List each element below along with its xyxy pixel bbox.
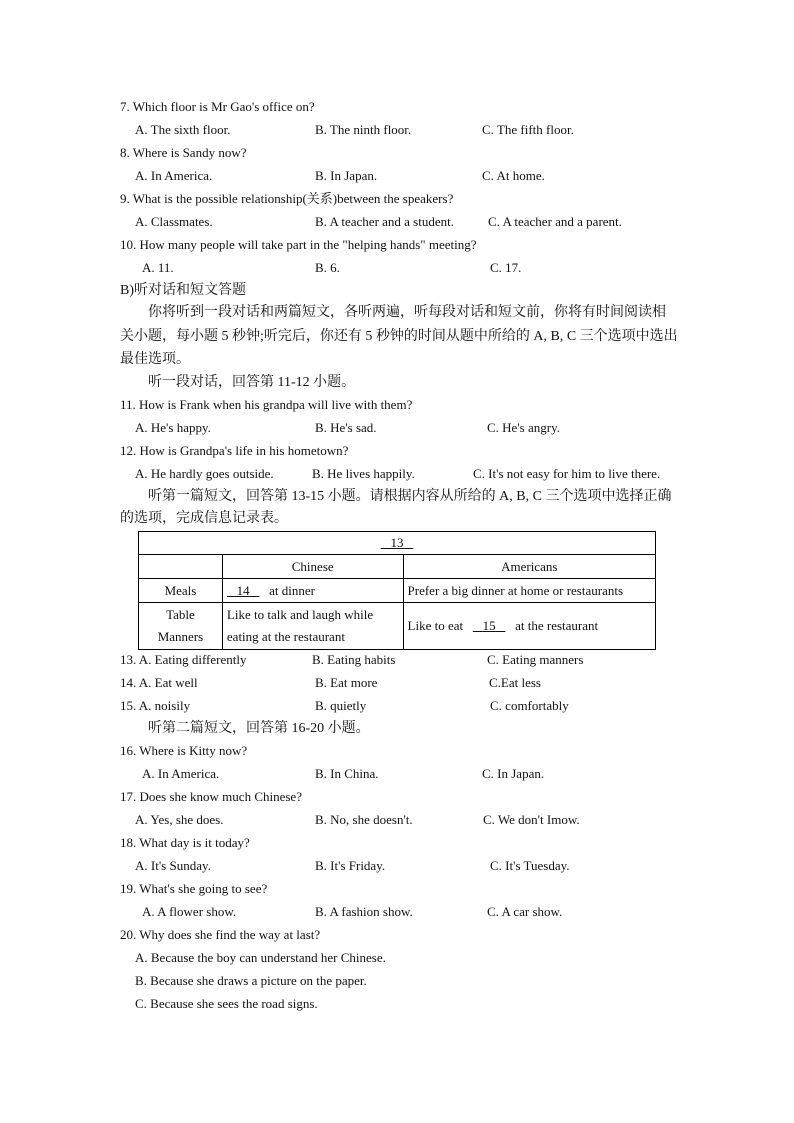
section-b-title: B)听对话和短文答题	[120, 283, 246, 298]
section-b-instructions-line1: 你将听到一段对话和两篇短文，各听两遍，听每段对话和短文前，你将有时间阅读相	[148, 305, 666, 320]
info-record-table	[138, 531, 656, 650]
q14-option-a: 14. A. Eat well	[120, 675, 198, 690]
blank-13: 13	[390, 535, 404, 550]
q9-option-c: C. A teacher and a parent.	[488, 214, 622, 229]
question-7: 7. Which floor is Mr Gao's office on?	[120, 99, 315, 114]
question-9: 9. What is the possible relationship(关系)between the speakers?	[120, 191, 454, 206]
blank-14: 14	[236, 582, 250, 598]
q8-option-c: C. At home.	[482, 168, 545, 183]
question-20: 20. Why does she find the way at last?	[120, 927, 321, 942]
q8-option-b: B. In Japan.	[315, 168, 378, 183]
q15-option-a: 15. A. noisily	[120, 698, 191, 713]
q10-option-b: B. 6.	[315, 260, 340, 275]
row-manners-label: Table Manners	[139, 603, 223, 650]
question-19: 19. What's she going to see?	[120, 881, 268, 896]
q10-option-c: C. 17.	[490, 260, 522, 275]
row-meals-label: Meals	[139, 579, 223, 603]
q9-option-b: B. A teacher and a student.	[315, 214, 454, 229]
q11-option-c: C. He's angry.	[487, 420, 560, 435]
q18-option-b: B. It's Friday.	[315, 858, 386, 873]
passage1-intro-line1: 听第一篇短文，回答第 13-15 小题。请根据内容从所给的 A, B, C 三个选项中选择正确	[148, 489, 672, 504]
q19-option-a: A. A flower show.	[142, 904, 237, 919]
q13-option-c: C. Eating manners	[487, 652, 584, 667]
q12-option-c: C. It's not easy for him to live there.	[473, 466, 661, 481]
q12-option-b: B. He lives happily.	[312, 466, 415, 481]
q20-option-c: C. Because she sees the road signs.	[135, 996, 318, 1011]
row-meals-chinese: 14 at dinner	[222, 579, 403, 603]
q8-option-a: A. In America.	[135, 168, 213, 183]
header-empty	[139, 555, 223, 579]
passage2-intro: 听第二篇短文，回答第 16-20 小题。	[148, 721, 370, 736]
q11-option-a: A. He's happy.	[135, 420, 211, 435]
q15-option-b: B. quietly	[315, 698, 367, 713]
section-b-instructions-line3: 最佳选项。	[120, 352, 190, 367]
q15-option-c: C. comfortably	[490, 698, 569, 713]
q7-option-a: A. The sixth floor.	[135, 122, 231, 137]
question-11: 11. How is Frank when his grandpa will live with them?	[120, 397, 413, 412]
header-americans: Americans	[403, 555, 655, 579]
q19-option-b: B. A fashion show.	[315, 904, 413, 919]
row-meals-americans: Prefer a big dinner at home or restaurants	[403, 579, 655, 603]
q10-option-a: A. 11.	[142, 260, 174, 275]
q17-option-b: B. No, she doesn't.	[315, 812, 413, 827]
table-title-cell	[139, 532, 656, 555]
q12-option-a: A. He hardly goes outside.	[135, 466, 274, 481]
q16-option-c: C. In Japan.	[482, 766, 545, 781]
question-12: 12. How is Grandpa's life in his hometown?	[120, 443, 349, 458]
section-b-instructions-line2: 关小题，每小题 5 秒钟;听完后，你还有 5 秒钟的时间从题中所给的 A, B, C 三个选项中选出	[120, 329, 678, 344]
q17-option-c: C. We don't Imow.	[483, 812, 580, 827]
q19-option-c: C. A car show.	[487, 904, 563, 919]
q17-option-a: A. Yes, she does.	[135, 812, 224, 827]
q20-option-b: B. Because she draws a picture on the paper.	[135, 973, 367, 988]
q18-option-a: A. It's Sunday.	[135, 858, 211, 873]
q18-option-c: C. It's Tuesday.	[490, 858, 570, 873]
blank-15: 15	[482, 618, 496, 633]
q9-option-a: A. Classmates.	[135, 214, 213, 229]
q14-option-b: B. Eat more	[315, 675, 378, 690]
question-10: 10. How many people will take part in the "helping hands" meeting?	[120, 237, 477, 252]
q7-option-b: B. The ninth floor.	[315, 122, 412, 137]
q7-option-c: C. The fifth floor.	[482, 122, 574, 137]
q13-option-b: B. Eating habits	[312, 652, 396, 667]
q13-option-a: 13. A. Eating differently	[120, 652, 247, 667]
question-17: 17. Does she know much Chinese?	[120, 789, 302, 804]
question-18: 18. What day is it today?	[120, 835, 250, 850]
q20-option-a: A. Because the boy can understand her Chinese.	[135, 950, 386, 965]
passage1-intro-line2: 的选项，完成信息记录表。	[120, 511, 288, 526]
row-manners-chinese: Like to talk and laugh while eating at the restaurant	[222, 603, 403, 650]
dialog-intro: 听一段对话，回答第 11-12 小题。	[148, 375, 356, 390]
q16-option-a: A. In America.	[142, 766, 220, 781]
q14-option-c: C.Eat less	[489, 675, 541, 690]
question-16: 16. Where is Kitty now?	[120, 743, 248, 758]
row-manners-americans: Like to eat 15 at the restaurant	[403, 603, 655, 650]
q16-option-b: B. In China.	[315, 766, 379, 781]
question-8: 8. Where is Sandy now?	[120, 145, 247, 160]
q11-option-b: B. He's sad.	[315, 420, 377, 435]
header-chinese: Chinese	[222, 555, 403, 579]
